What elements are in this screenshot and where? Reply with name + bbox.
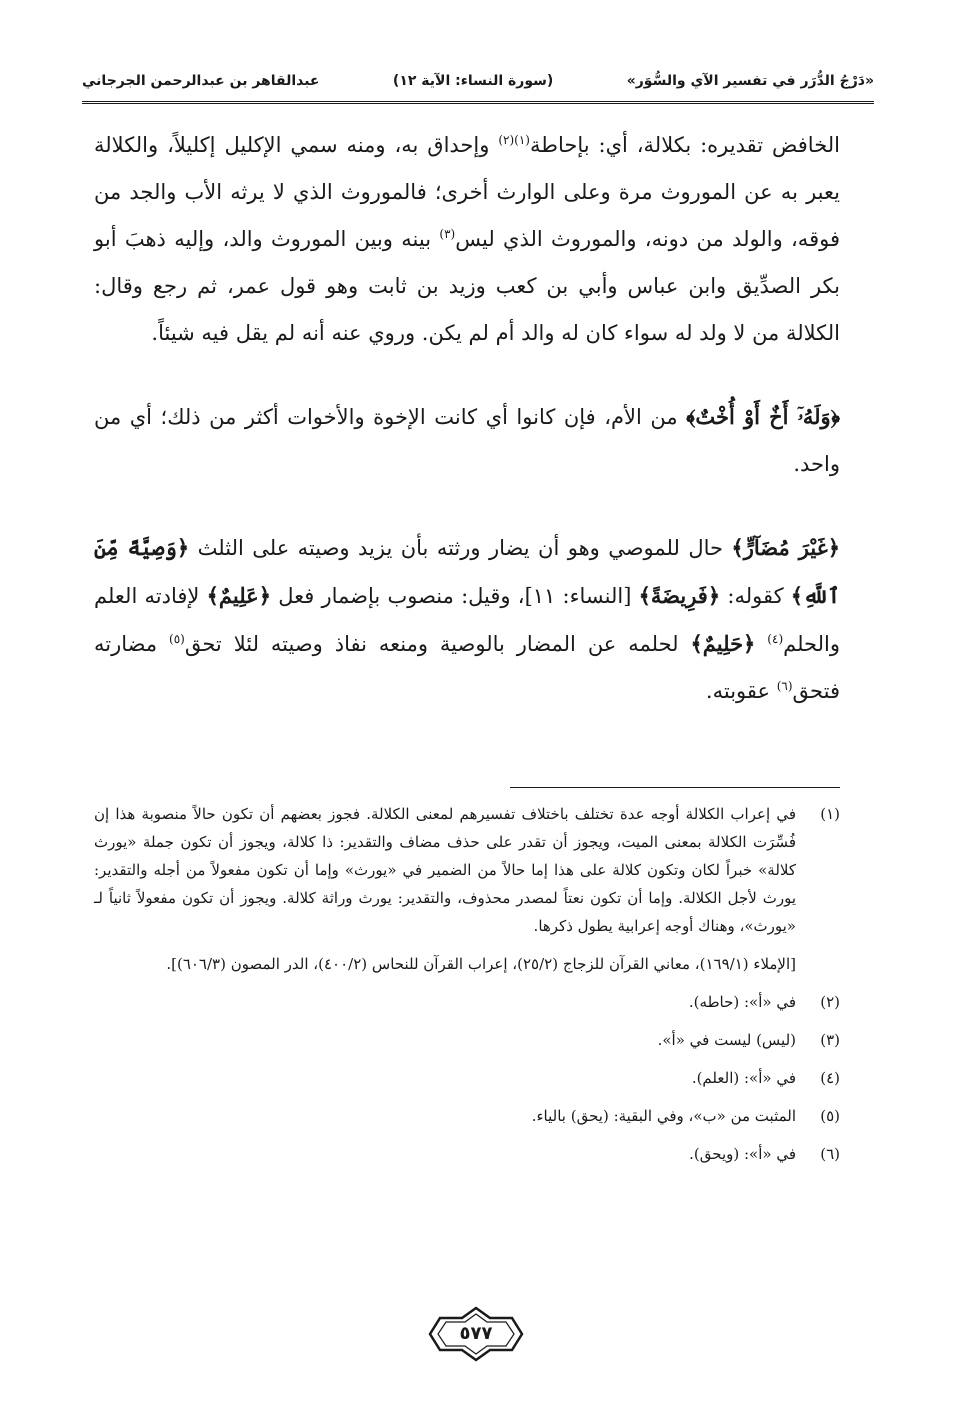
footnote-text: (ليس) ليست في «أ». [657, 1031, 796, 1049]
footnotes [94, 800, 840, 1178]
footnote-2 [94, 988, 840, 1016]
footnote-text: في «أ»: (حاطه). [688, 993, 796, 1011]
footnote-ref: (٥) [169, 632, 185, 646]
footnote-ref: (٣) [439, 227, 456, 241]
footnote-number: (١) [820, 805, 840, 823]
paragraph-2: ﴿وَلَهُۥٓ أَخٌ أَوْ أُخْتٌ﴾ من الأم، فإن كانوا أي كانت الإخوة والأخوات أكثر من ذلك؛ أي من واحد. [94, 404, 841, 476]
footnote-text: في «أ»: (ويحق). [689, 1145, 796, 1163]
footnote-3 [94, 1026, 840, 1054]
paragraph-3: ﴿غَيْرَ مُضَآرٍّ﴾ حال للموصي وهو أن يضار ورثته بأن يزيد وصيته على الثلث ﴿وَصِيَّةً مِّنَ ٱللَّهِ﴾ كقوله: ﴿فَرِيضَةً﴾ [النساء: ١١]، وقيل: منصوب بإضمار فعل ﴿عَلِيمٌ﴾ لإفادته العلم والحلم$^{(٤)}$ ﴿حَلِيمٌ﴾ لحلمه عن المضار بالوصية ومنعه نفاذ وصيته لئلا تحق$^{(٥)}$ مضارته فتحق$^{(٦)}$ عقوبته. [94, 535, 840, 703]
surah-reference: (سورة النساء: الآية ١٢) [392, 72, 554, 89]
author-name: عبدالقاهر بن عبدالرحمن الجرجاني [82, 72, 320, 89]
page-number-badge [428, 1306, 524, 1362]
footnote-ref: (٦) [776, 679, 793, 693]
running-header [82, 60, 874, 104]
footnote-ref: (٤) [767, 632, 784, 646]
footnote-4 [94, 1064, 840, 1092]
footnote-5 [94, 1102, 840, 1130]
main-text [94, 122, 840, 715]
quran-quote: ﴿عَلِيمٌ﴾ [206, 583, 271, 608]
book-title: «دَرْجُ الدُّرَر في تفسير الآي والسُّوَر» [626, 72, 874, 89]
page-number: ٥٧٧ [459, 1323, 493, 1344]
footnote-6 [94, 1140, 840, 1168]
footnote-ref: (١)(٢) [498, 133, 530, 147]
footnote-number: (٤) [820, 1069, 840, 1087]
footnote-1-sources: [الإملاء (١٦٩/١)، معاني القرآن للزجاج (٢٥/٢)، إعراب القرآن للنحاس (٤٠٠/٢)، الدر المصون (٦٠٦/٣)]. [166, 955, 796, 973]
footnote-text: المثبت من «ب»، وفي البقية: (يحق) بالياء. [531, 1107, 796, 1125]
footnote-1 [94, 800, 840, 940]
footnote-number: (٦) [820, 1145, 840, 1163]
footnote-text: في «أ»: (العلم). [691, 1069, 796, 1087]
quran-quote: ﴿غَيْرَ مُضَآرٍّ﴾ [731, 535, 840, 560]
paragraph-1: الخافض تقديره: بكلالة، أي: بإحاطة$^{(١)(٢)}$ وإحداق به، ومنه سمي الإكليل إكليلاً، والكلالة يعبر به عن الموروث مرة وعلى الوارث أخرى؛ فالموروث الذي لا يرثه الأب والجد من فوقه، والولد من دونه، والموروث الذي ليس$^{(٣)}$ بينه وبين الموروث والد، وإليه ذهبَ أبو بكر الصدِّيق وابن عباس وأبي بن كعب وزيد بن ثابت وهو قول عمر، ثم رجع وقال: الكلالة من لا ولد له سواء كان له والد أم لم يكن. وروي عنه أنه لم يقل فيه شيئاً. [94, 133, 840, 345]
footnote-number: (٣) [820, 1031, 840, 1049]
quran-quote: ﴿وَصِيَّةً مِّنَ ٱللَّهِ﴾ [94, 535, 840, 608]
quran-quote: ﴿حَلِيمٌ﴾ [690, 631, 756, 656]
quran-quote: ﴿فَرِيضَةً﴾ [638, 583, 721, 608]
quran-quote: ﴿وَلَهُۥٓ أَخٌ أَوْ أُخْتٌ﴾ [686, 404, 841, 429]
footnote-divider [510, 787, 840, 788]
footnote-text: في إعراب الكلالة أوجه عدة تختلف باختلاف تفسيرهم لمعنى الكلالة. فجوز بعضهم أن تكون حالاً منصوبة هذا إن فُسِّرَت الكلالة بمعنى الميت، ويجوز أن تقدر على حذف مضاف والتقدير: ذا كلالة، ويجوز أن تكون جملة «يورث كلالة» خبراً لكان وتكون كلالة على هذا إما حالاً من الضمير في «يورث» وإما أن تكون مفعولاً من أجله والتقدير: يورث لأجل الكلالة. وإما أن تكون نعتاً لمصدر محذوف، والتقدير: يورث وراثة كلالة. ويجوز أن تكون مفعولاً ثانياً لـ «يورث»، وهناك أوجه إعرابية يطول ذكرها. [94, 805, 796, 935]
footnote-number: (٥) [820, 1107, 840, 1125]
footnote-number: (٢) [820, 993, 840, 1011]
